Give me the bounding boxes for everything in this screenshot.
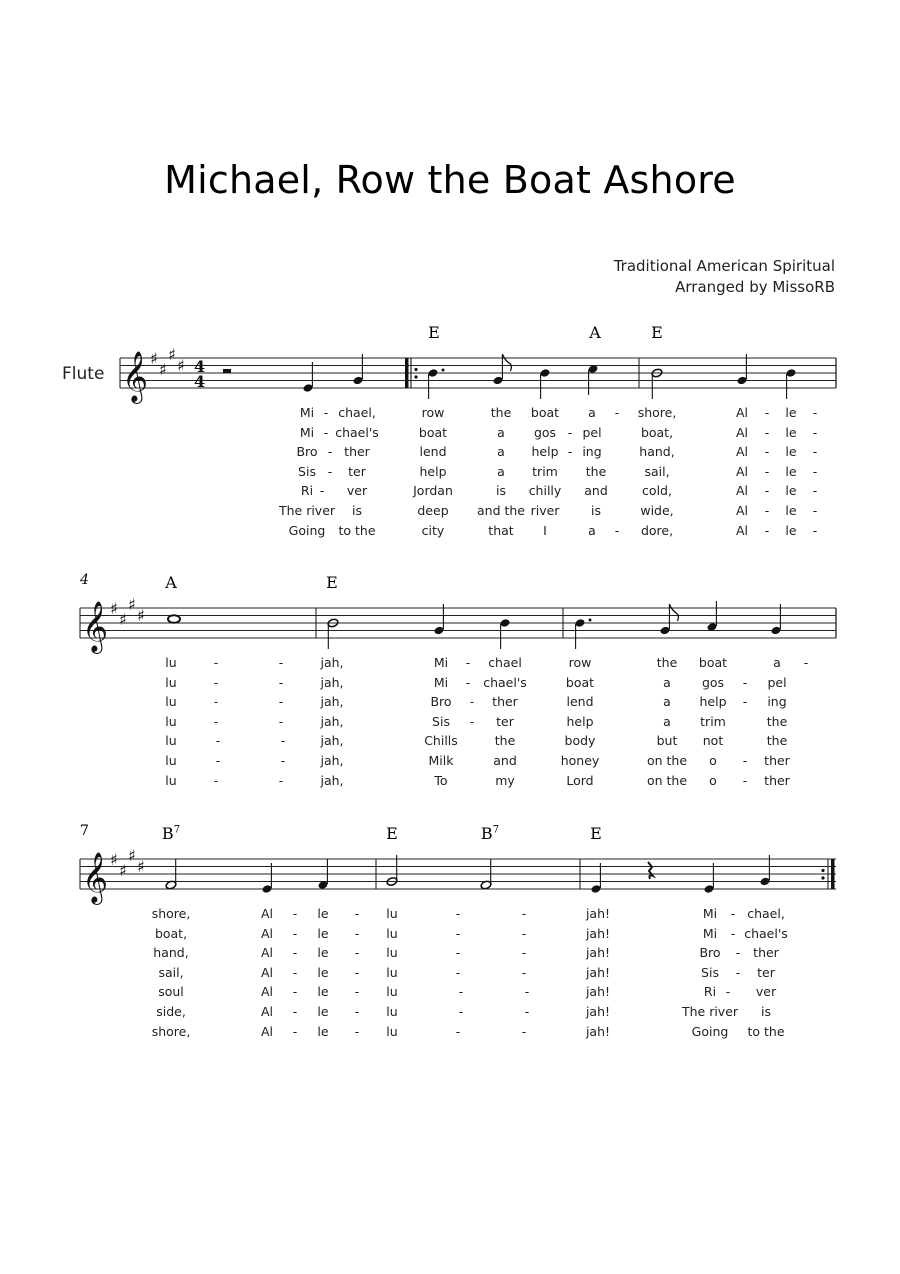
lyric-syllable: a — [497, 463, 505, 479]
lyric-syllable: - — [455, 964, 461, 980]
lyric-syllable: lu — [386, 964, 398, 980]
lyric-syllable: - — [280, 733, 286, 749]
lyric-syllable: jah! — [585, 906, 611, 921]
lyric-syllable: - — [327, 463, 333, 479]
lyric-syllable: - — [213, 674, 219, 690]
lyric-syllable: - — [812, 424, 818, 440]
lyric-syllable: lu — [165, 733, 177, 749]
lyric-syllable: row — [568, 655, 592, 670]
lyric-syllable: soul — [158, 984, 184, 1000]
lyric-syllable: le — [317, 925, 329, 941]
lyric-syllable: I — [543, 522, 547, 538]
lyric-syllable: - — [812, 405, 818, 420]
lyric-syllable: Ri — [703, 984, 717, 1000]
lyric-syllable: lu — [386, 925, 398, 941]
lyric-syllable: - — [455, 945, 461, 961]
lyric-syllable: Al — [260, 964, 274, 980]
lyric-syllable: boat, — [640, 424, 674, 440]
lyric-syllable: Milk — [428, 753, 454, 768]
lyric-syllable: Al — [260, 1004, 274, 1019]
lyric-syllable: - — [764, 405, 770, 420]
lyric-syllable: wide, — [640, 503, 674, 518]
lyric-syllable: - — [742, 753, 748, 768]
lyric-syllable: - — [327, 444, 333, 460]
lyric-syllable: a — [497, 444, 505, 460]
chord-symbol: E — [428, 323, 440, 342]
lyric-syllable: a — [663, 713, 671, 729]
lyric-syllable: - — [213, 655, 219, 670]
lyric-syllable: Going — [691, 1023, 729, 1039]
svg-text:♯: ♯ — [110, 850, 118, 869]
lyric-syllable: - — [292, 984, 298, 1000]
lyric-syllable: Jordan — [413, 483, 453, 499]
lyric-syllable: hand, — [639, 444, 675, 460]
lyric-syllable: - — [215, 753, 221, 768]
lyric-syllable: Mi — [702, 925, 718, 941]
lyric-syllable: lend — [566, 694, 594, 710]
lyric-syllable: Al — [260, 925, 274, 941]
svg-text:♯: ♯ — [137, 857, 145, 876]
lyric-syllable: Bro — [430, 694, 452, 710]
svg-text:♯: ♯ — [177, 356, 185, 375]
lyric-syllable: the — [494, 733, 516, 749]
lyric-syllable: Sis — [432, 713, 450, 729]
lyric-syllable: shore, — [151, 1023, 191, 1039]
lyric-syllable: - — [278, 713, 284, 729]
lyric-syllable: - — [280, 753, 286, 768]
svg-text:♯: ♯ — [119, 610, 127, 629]
lyric-syllable: the — [656, 655, 678, 670]
lyric-syllable: le — [785, 424, 797, 440]
lyric-syllable: - — [730, 925, 736, 941]
composer-credit: Traditional American Spiritual — [613, 257, 835, 275]
lyric-syllable: le — [317, 1004, 329, 1019]
lyric-syllable: - — [465, 674, 471, 690]
lyric-syllable: chilly — [528, 483, 562, 499]
lyric-syllable: is — [352, 503, 362, 518]
lyric-syllable: trim — [532, 463, 558, 479]
lyric-syllable: jah, — [320, 694, 344, 710]
lyric-syllable: - — [735, 945, 741, 961]
lyric-syllable: sail, — [644, 463, 670, 479]
lyric-syllable: - — [354, 925, 360, 941]
lyric-syllable: lend — [419, 444, 447, 460]
lyric-syllable: - — [278, 674, 284, 690]
lyric-syllable: - — [764, 463, 770, 479]
lyric-syllable: - — [354, 1004, 360, 1019]
svg-text:𝄞: 𝄞 — [82, 601, 109, 652]
lyric-syllable: ing — [767, 694, 787, 710]
lyric-syllable: Bro — [699, 945, 721, 961]
measure-number: 7 — [80, 823, 89, 839]
lyric-syllable: a — [663, 674, 671, 690]
lyric-syllable: Mi — [299, 424, 315, 440]
lyric-syllable: - — [455, 1023, 461, 1039]
lyric-syllable: ter — [496, 713, 514, 729]
lyric-syllable: - — [812, 503, 818, 518]
lyric-syllable: - — [730, 906, 736, 921]
lyric-syllable: Mi — [702, 906, 718, 921]
svg-text:♯: ♯ — [159, 360, 167, 379]
lyric-syllable: lu — [165, 713, 177, 729]
lyric-syllable: - — [735, 964, 741, 980]
lyric-syllable: - — [465, 655, 471, 670]
lyric-syllable: gos — [533, 424, 557, 440]
lyric-syllable: - — [292, 925, 298, 941]
lyric-syllable: - — [323, 405, 329, 420]
lyric-syllable: chael's — [483, 674, 527, 690]
lyric-syllable: - — [812, 483, 818, 499]
lyric-syllable: - — [524, 984, 530, 1000]
lyric-syllable: Sis — [298, 463, 316, 479]
lyric-syllable: honey — [560, 753, 600, 768]
lyric-syllable: - — [292, 945, 298, 961]
lyric-syllable: Mi — [433, 655, 449, 670]
chord-symbol: E — [386, 824, 398, 843]
lyric-syllable: jah, — [320, 713, 344, 729]
lyric-syllable: ter — [348, 463, 366, 479]
lyric-syllable: To — [434, 772, 448, 788]
arranger-credit: Arranged by MissoRB — [675, 278, 835, 296]
lyric-syllable: ver — [755, 984, 777, 1000]
lyric-syllable: - — [319, 483, 325, 499]
lyric-syllable: - — [292, 964, 298, 980]
lyric-syllable: - — [292, 1023, 298, 1039]
lyric-syllable: - — [292, 1004, 298, 1019]
lyric-syllable: ver — [346, 483, 368, 499]
lyric-syllable: - — [354, 945, 360, 961]
lyric-syllable: help — [531, 444, 559, 460]
lyric-syllable: jah! — [585, 925, 611, 941]
lyric-syllable: - — [521, 964, 527, 980]
lyric-syllable: ther — [344, 444, 370, 460]
lyric-syllable: jah, — [320, 772, 344, 788]
lyric-syllable: a — [663, 694, 671, 710]
lyric-syllable: jah! — [585, 964, 611, 980]
lyric-syllable: - — [215, 733, 221, 749]
lyric-syllable: trim — [700, 713, 726, 729]
lyric-syllable: o — [709, 772, 717, 788]
lyric-syllable: le — [785, 503, 797, 518]
lyric-syllable: - — [354, 1023, 360, 1039]
lyric-syllable: - — [354, 906, 360, 921]
lyric-syllable: Al — [260, 906, 274, 921]
svg-text:♯: ♯ — [128, 595, 136, 614]
lyric-syllable: a — [497, 424, 505, 440]
lyric-syllable: - — [458, 1004, 464, 1019]
lyric-syllable: chael, — [338, 405, 376, 420]
lyric-syllable: boat — [698, 655, 728, 670]
lyric-syllable: a — [773, 655, 781, 670]
lyric-syllable: Sis — [701, 964, 719, 980]
lyric-syllable: to the — [338, 522, 376, 538]
lyric-syllable: jah! — [585, 945, 611, 961]
lyric-syllable: - — [455, 906, 461, 921]
lyric-syllable: that — [488, 522, 514, 538]
lyric-syllable: le — [317, 906, 329, 921]
lyric-syllable: Al — [735, 405, 749, 420]
lyric-syllable: - — [354, 964, 360, 980]
lyric-syllable: chael's — [335, 424, 379, 440]
lyric-syllable: Going — [288, 522, 326, 538]
lyric-syllable: on the — [646, 753, 688, 768]
lyric-syllable: jah! — [585, 1023, 611, 1039]
lyric-syllable: Bro — [296, 444, 318, 460]
svg-text:♯: ♯ — [168, 345, 176, 364]
lyric-syllable: - — [213, 694, 219, 710]
chord-symbol: $B^7$ — [480, 824, 500, 843]
lyric-syllable: on the — [646, 772, 688, 788]
lyric-syllable: jah! — [585, 1004, 611, 1019]
lyric-syllable: is — [496, 483, 506, 499]
lyric-syllable: jah, — [320, 655, 344, 670]
lyric-syllable: The river — [278, 503, 336, 518]
lyric-syllable: - — [764, 522, 770, 538]
lyric-syllable: and — [493, 753, 517, 768]
lyric-syllable: ther — [753, 945, 779, 961]
lyric-syllable: le — [785, 463, 797, 479]
lyric-syllable: Al — [735, 424, 749, 440]
lyric-syllable: The river — [681, 1004, 739, 1019]
lyric-syllable: shore, — [151, 906, 191, 921]
svg-text:♯: ♯ — [128, 846, 136, 865]
lyric-syllable: - — [278, 655, 284, 670]
lyric-syllable: Al — [735, 522, 749, 538]
lyric-syllable: boat — [418, 424, 448, 440]
lyric-syllable: body — [564, 733, 596, 749]
lyric-syllable: chael, — [747, 906, 785, 921]
lyric-syllable: city — [421, 522, 445, 538]
lyric-syllable: help — [419, 463, 447, 479]
measure-number: 4 — [80, 572, 89, 588]
lyric-syllable: le — [785, 405, 797, 420]
lyric-syllable: side, — [156, 1004, 186, 1019]
lyric-syllable: - — [524, 1004, 530, 1019]
treble-clef-icon: 𝄞 — [122, 351, 149, 402]
lyric-syllable: le — [317, 1023, 329, 1039]
lyric-syllable: shore, — [637, 405, 677, 420]
lyric-syllable: is — [591, 503, 601, 518]
lyric-syllable: lu — [165, 772, 177, 788]
lyric-syllable: - — [764, 503, 770, 518]
lyric-syllable: - — [323, 424, 329, 440]
svg-text:4: 4 — [194, 372, 206, 391]
svg-text:♯: ♯ — [137, 606, 145, 625]
lyric-syllable: lu — [386, 906, 398, 921]
lyric-syllable: - — [614, 405, 620, 420]
chord-symbol: E — [651, 323, 663, 342]
svg-text:4: 4 — [194, 357, 206, 376]
lyric-syllable: ther — [764, 753, 790, 768]
lyric-syllable: to the — [747, 1023, 785, 1039]
lyric-syllable: - — [742, 772, 748, 788]
lyric-syllable: le — [785, 483, 797, 499]
lyric-syllable: ther — [492, 694, 518, 710]
lyric-syllable: and — [584, 483, 608, 499]
chord-symbol: A — [165, 573, 177, 592]
lyric-syllable: - — [469, 713, 475, 729]
lyric-syllable: a — [588, 405, 596, 420]
lyric-syllable: jah, — [320, 753, 344, 768]
lyric-syllable: dore, — [640, 522, 674, 538]
lyric-syllable: lu — [386, 1023, 398, 1039]
chord-symbol: $B^7$ — [161, 824, 181, 843]
lyric-syllable: Al — [260, 945, 274, 961]
lyric-syllable: lu — [165, 655, 177, 670]
lyric-syllable: lu — [386, 984, 398, 1000]
lyric-syllable: le — [785, 522, 797, 538]
lyric-syllable: Al — [735, 444, 749, 460]
lyric-syllable: the — [585, 463, 607, 479]
lyric-syllable: le — [317, 945, 329, 961]
chord-symbol: A — [589, 323, 601, 342]
lyric-syllable: and the — [476, 503, 526, 518]
lyric-syllable: help — [566, 713, 594, 729]
lyric-syllable: my — [495, 772, 515, 788]
lyric-syllable: - — [614, 522, 620, 538]
lyric-syllable: jah! — [585, 984, 611, 1000]
lyric-syllable: Al — [735, 483, 749, 499]
lyric-syllable: - — [458, 984, 464, 1000]
lyric-syllable: row — [421, 405, 445, 420]
lyric-syllable: - — [469, 694, 475, 710]
lyric-syllable: hand, — [153, 945, 189, 961]
page-title: Michael, Row the Boat Ashore — [164, 158, 736, 202]
lyric-syllable: - — [803, 655, 809, 670]
lyric-syllable: Al — [735, 503, 749, 518]
lyric-syllable: is — [761, 1004, 771, 1019]
chord-symbol: E — [326, 573, 338, 592]
lyric-syllable: - — [725, 984, 731, 1000]
lyric-syllable: chael's — [744, 925, 788, 941]
lyric-syllable: chael — [488, 655, 522, 670]
instrument-label: Flute — [62, 364, 105, 384]
lyric-syllable: o — [709, 753, 717, 768]
lyric-syllable: - — [213, 713, 219, 729]
lyric-syllable: sail, — [158, 964, 184, 980]
lyric-syllable: not — [702, 733, 724, 749]
lyric-syllable: - — [292, 906, 298, 921]
lyric-syllable: - — [812, 522, 818, 538]
lyric-syllable: gos — [701, 674, 725, 690]
lyric-syllable: Mi — [433, 674, 449, 690]
lyric-syllable: Al — [260, 1023, 274, 1039]
lyric-syllable: jah, — [320, 674, 344, 690]
lyric-syllable: - — [742, 694, 748, 710]
lyric-syllable: the — [490, 405, 512, 420]
lyric-syllable: le — [317, 984, 329, 1000]
lyric-syllable: ther — [764, 772, 790, 788]
lyric-syllable: - — [764, 483, 770, 499]
lyric-syllable: lu — [165, 753, 177, 768]
lyric-syllable: help — [699, 694, 727, 710]
lyric-syllable: - — [354, 984, 360, 1000]
lyric-syllable: ter — [757, 964, 775, 980]
lyric-syllable: the — [766, 713, 788, 729]
lyric-syllable: - — [742, 674, 748, 690]
lyric-syllable: boat — [530, 405, 560, 420]
lyric-syllable: Al — [260, 984, 274, 1000]
lyric-syllable: pel — [767, 674, 787, 690]
lyric-syllable: Ri — [300, 483, 314, 499]
lyric-syllable: le — [785, 444, 797, 460]
lyric-syllable: boat — [565, 674, 595, 690]
lyric-syllable: cold, — [642, 483, 672, 499]
lyric-syllable: lu — [165, 674, 177, 690]
lyric-syllable: - — [521, 945, 527, 961]
lyric-syllable: - — [521, 925, 527, 941]
lyric-syllable: river — [530, 503, 560, 518]
lyric-syllable: - — [213, 772, 219, 788]
lyric-syllable: Lord — [566, 772, 594, 788]
lyric-syllable: the — [766, 733, 788, 749]
lyric-syllable: - — [521, 906, 527, 921]
lyric-syllable: - — [567, 444, 573, 460]
lyric-syllable: Al — [735, 463, 749, 479]
lyric-syllable: lu — [386, 945, 398, 961]
lyric-syllable: - — [812, 463, 818, 479]
lyric-syllable: - — [278, 772, 284, 788]
lyric-syllable: - — [764, 444, 770, 460]
lyric-syllable: - — [812, 444, 818, 460]
lyric-syllable: le — [317, 964, 329, 980]
lyric-syllable: but — [656, 733, 678, 749]
lyric-syllable: jah, — [320, 733, 344, 749]
svg-text:♯: ♯ — [150, 349, 158, 368]
lyric-syllable: deep — [417, 503, 449, 518]
lyric-syllable: ing — [582, 444, 602, 460]
lyric-syllable: Chills — [424, 733, 458, 749]
lyric-syllable: Mi — [299, 405, 315, 420]
lyric-syllable: - — [455, 925, 461, 941]
lyric-syllable: - — [278, 694, 284, 710]
lyric-syllable: a — [588, 522, 596, 538]
lyric-syllable: - — [567, 424, 573, 440]
lyric-syllable: lu — [386, 1004, 398, 1019]
svg-text:♯: ♯ — [119, 861, 127, 880]
svg-text:𝄞: 𝄞 — [82, 852, 109, 903]
lyric-syllable: - — [764, 424, 770, 440]
svg-text:♯: ♯ — [110, 599, 118, 618]
lyric-syllable: lu — [165, 694, 177, 710]
lyric-syllable: - — [521, 1023, 527, 1039]
chord-symbol: E — [590, 824, 602, 843]
lyric-syllable: boat, — [154, 925, 188, 941]
lyric-syllable: pel — [582, 424, 602, 440]
